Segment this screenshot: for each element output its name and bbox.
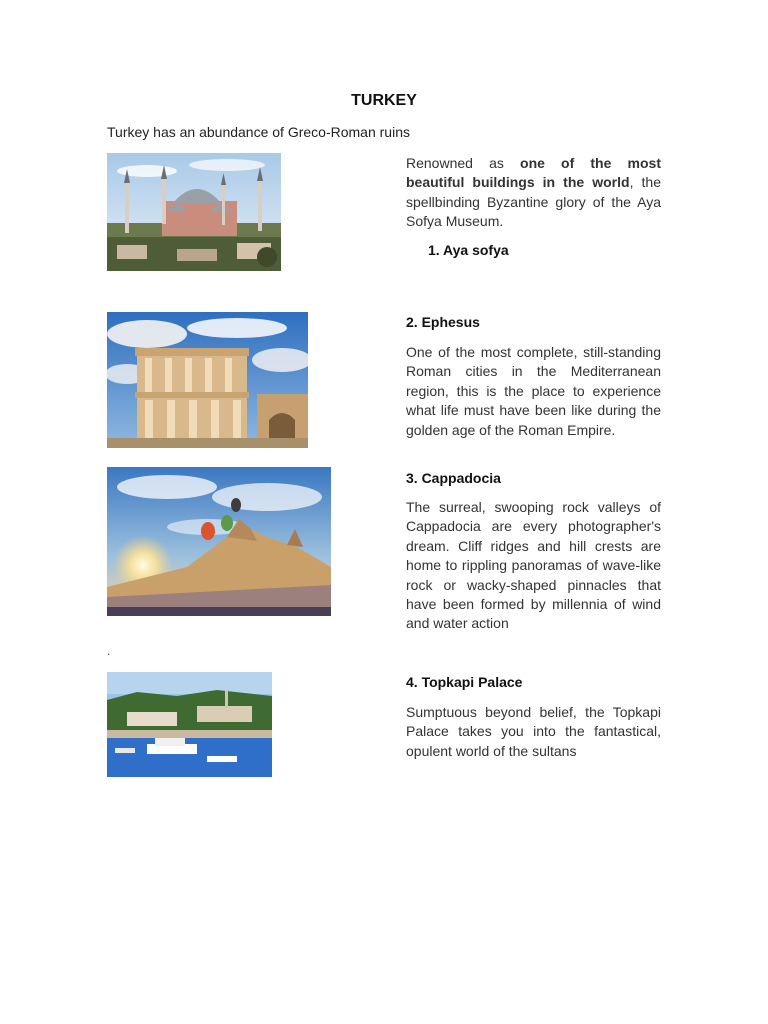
ephesus-photo	[107, 312, 308, 448]
aya-sofya-heading: 1. Aya sofya	[428, 242, 509, 258]
cappadocia-photo	[107, 467, 331, 616]
topkapi-palace-heading: 4. Topkapi Palace	[406, 674, 523, 690]
document-title: TURKEY	[351, 92, 417, 109]
aya-sofya-description: Renowned as one of the most beautiful buildings in the world, the spellbinding Byzantine glory of the Aya Sofya Museum.	[406, 155, 661, 230]
intro-text: Turkey has an abundance of Greco-Roman ruins	[107, 124, 410, 140]
ephesus-description: One of the most complete, still-standing Roman cities in the Mediterranean region, this is the place to experience what life must have been like during the golden age of the Roman Empire.	[406, 344, 661, 438]
topkapi-palace-photo	[107, 672, 272, 777]
topkapi-palace-description: Sumptuous beyond belief, the Topkapi Palace takes you into the fantastical, opulent world of the sultans	[406, 704, 661, 759]
ephesus-heading: 2. Ephesus	[406, 314, 480, 330]
aya-sofya-photo	[107, 153, 281, 271]
stray-mark: .	[107, 644, 111, 658]
cappadocia-description: The surreal, swooping rock valleys of Cappadocia are every photographer's dream. Cliff ridges and hill crests are home to rippling panoramas of wave-like rock or wacky-shaped pinnacles that have been formed by millennia of wind and water action	[406, 499, 661, 632]
cappadocia-heading: 3. Cappadocia	[406, 470, 501, 486]
